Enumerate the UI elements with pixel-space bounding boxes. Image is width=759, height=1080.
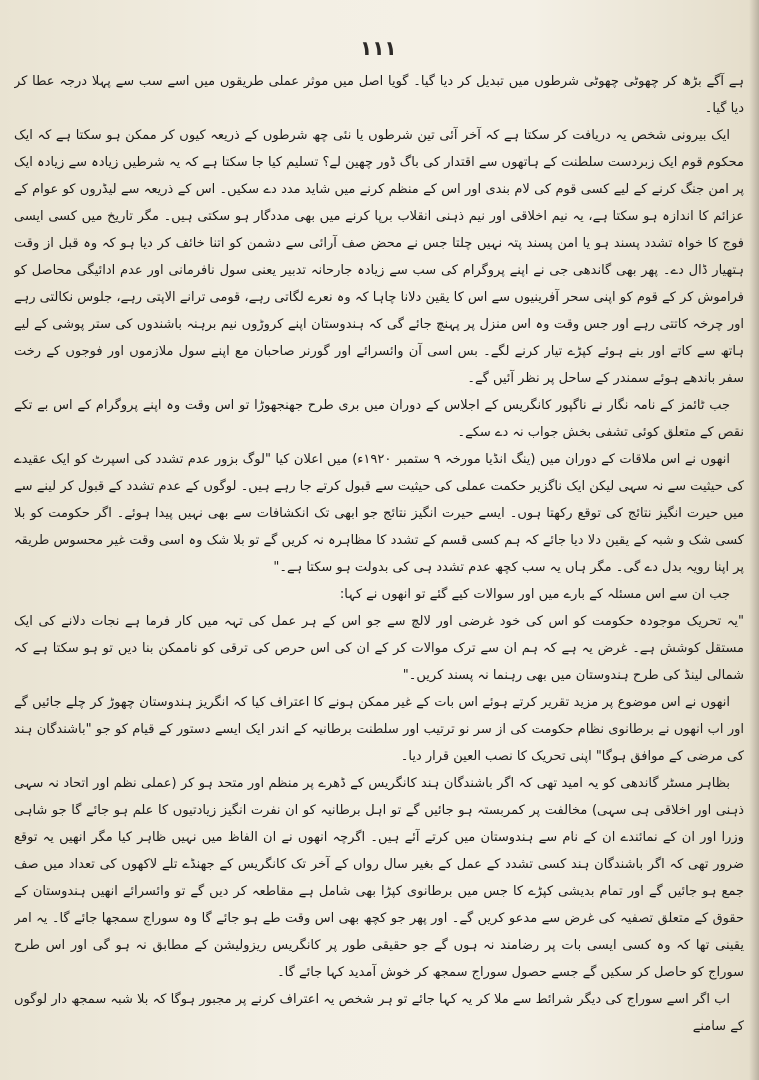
page-number: ۱۱۱ (360, 36, 397, 60)
paragraph-6-quote: "یہ تحریک موجودہ حکومت کو اس کی خود غرضی اور لالچ سے جو اس کے ہر عمل کی تہہ میں کار فرما ہے نجات دلانے کی ایک مستقل کوشش ہے۔ غرض یہ ہے کہ ہم ان سے ترک موالات کر کے ان کی اس حرص کی ترقی کو ناممکن بنا دیں تو ہو سکتا ہے کہ شمالی لینڈ کی طرح ہندوستان میں بھی رہنما نہ پسند کریں۔" (14, 614, 744, 683)
paragraph-2: ایک بیرونی شخص یہ دریافت کر سکتا ہے کہ آخر آئی تین شرطوں یا نئی چھ شرطوں کے ذریعہ کیوں کر ممکن ہو سکتا ہے کہ ایک محکوم قوم ایک زبردست سلطنت کے ہاتھوں سے اقتدار کی باگ ڈور چھین لے؟ تسلیم کیا جا سکتا ہے کہ یہ شرطیں زیادہ سے زیادہ ایک پر امن جنگ کرنے کے لیے کسی قوم کی لام بندی اور اس کے منظم کرنے میں شاید مدد دے سکیں۔ اس کے ذریعہ سے لیڈروں کو عوام کے عزائم کا اندازہ ہو سکتا ہے، یہ نیم اخلاقی اور نیم ذہنی انقلاب برپا کرنے میں بھی مددگار ہو سکتی ہیں۔ مگر تاریخ میں کسی ایسی فوج کا خواہ تشدد پسند ہو یا امن پسند پتہ نہیں چلتا جس نے محض صف آرائی سے دشمن کو اتنا خائف کر دیا ہو کہ وہ قبل از وقت ہتھیار ڈال دے۔ پھر بھی گاندھی جی نے اپنے پروگرام کی سب سے زیادہ جارحانہ تدبیر یعنی سول نافرمانی اور عدم ادائیگی محاصل کو فراموش کر کے قوم کو اپنی سحر آفرینیوں سے اس کا یقین دلانا چاہا کہ وہ نعرے لگاتی رہے، قومی ترانے الاپتی رہے، جلوس نکالتی رہے اور چرخہ کاتتی رہے اور جس وقت وہ اس منزل پر پہنچ جائے گی کہ ہندوستان اپنے کروڑوں نیم برہنہ باشندوں کی ستر پوشی کے لیے ہاتھ سے کاتے اور بنے ہوئے کپڑے تیار کرنے لگے۔ بس اسی آن وائسرائے اور گورنر صاحبان مع اپنے سول ملازموں اور فوجوں کے رخت سفر باندھے ہوئے سمندر کے ساحل پر نظر آئیں گے۔ (14, 128, 744, 386)
paragraph-5: جب ان سے اس مسئلہ کے بارے میں اور سوالات کیے گئے تو انھوں نے کہا: (339, 587, 730, 602)
body-text (14, 68, 744, 1068)
paragraph-8: بظاہر مسٹر گاندھی کو یہ امید تھی کہ اگر باشندگان ہند کانگریس کے ڈھرے پر منظم اور متحد ہو کر (عملی نظم اور اتحاد نہ سہی ذہنی اور اخلاقی ہی سہی) مخالفت پر کمربستہ ہو جائیں گے تو اہل برطانیہ کو ان نفرت انگیز زیادتیوں کا علم ہو جائے گا جو شاہی وزرا اور ان کے نمائندے ان کے نام سے ہندوستان میں کرتے آئے ہیں۔ اگرچہ انھوں نے ان الفاظ میں نہیں ظاہر کیا مگر انھیں یہ توقع ضرور تھی کہ اگر باشندگان ہند کسی تشدد کے عمل کے بغیر سال رواں کے آخر تک کانگریس کے جھنڈے تلے لاکھوں کی تعداد میں صف جمع ہو جائیں گے اور تمام بدیشی کپڑے کا جس میں برطانوی کپڑا بھی شامل ہے مقاطعہ کر دیں گے تو وائسرائے انھیں ہندوستان کے حقوق کے متعلق تصفیہ کی غرض سے مدعو کریں گے۔ اور پھر جو کچھ بھی اس وقت طے ہو جائے گا وہ سوراج سمجھا جائے گا۔ یہ امر یقینی تھا کہ وہ کسی ایسی بات پر رضامند نہ ہوں گے جو حقیقی طور پر کانگریس ریزولیشن کے مطابق نہ ہو گی اور اس طرح سوراج کو حاصل کر سکیں گے جسے حصول سوراج سمجھ کر خوش آمدید کہا جائے گا۔ (14, 776, 744, 980)
page-spine-shadow (749, 0, 759, 1080)
paragraph-1: ہے آگے بڑھ کر چھوٹی چھوٹی شرطوں میں تبدیل کر دیا گیا۔ گویا اصل میں موثر عملی طریقوں میں اسے سب سے پہلا درجہ عطا کر دیا گیا۔ (14, 74, 744, 116)
paragraph-9: اب اگر اسے سوراج کی دیگر شرائط سے ملا کر یہ کہا جائے تو ہر شخص یہ اعتراف کرنے پر مجبور ہوگا کہ بلا شبہ سمجھ دار لوگوں کے سامنے (14, 992, 744, 1034)
paragraph-3: جب ٹائمز کے نامہ نگار نے ناگپور کانگریس کے اجلاس کے دوران میں بری طرح جھنجھوڑا تو اس وقت وہ اپنے پروگرام کے اس بے تکے نقص کے متعلق کوئی تشفی بخش جواب نہ دے سکے۔ (14, 398, 744, 440)
paragraph-7: انھوں نے اس موضوع پر مزید تقریر کرتے ہوئے اس بات کے غیر ممکن ہونے کا اعتراف کیا کہ انگریز ہندوستان چھوڑ کر چلے جائیں گے اور اب انھوں نے برطانوی نظام حکومت کی از سر نو ترتیب اور سلطنت برطانیہ کے اندر ایک ایسے دستور کے قیام کو جو "باشندگان ہند کی مرضی کے موافق ہوگا" اپنی تحریک کا نصب العین قرار دیا۔ (14, 695, 744, 764)
paragraph-4: انھوں نے اس ملاقات کے دوران میں (ینگ انڈیا مورخہ ۹ ستمبر ۱۹۲۰ء) میں اعلان کیا "لوگ بزور عدم تشدد کی اسپرٹ کو ایک عقیدے کی حیثیت سے نہ سہی لیکن ایک ناگزیر حکمت عملی کی حیثیت سے قبول کرتے جا رہے ہیں۔ لوگوں کے عدم تشدد کے قبول کر لینے سے میں حیرت انگیز نتائج کی توقع رکھتا ہوں۔ ایسے حیرت انگیز نتائج جو ابھی تک انکشافات سے بھی نہیں پیدا ہوئے۔ اگر حکومت کو بلا کسی شک و شبہ کے یقین دلا دیا جائے کہ ہم کسی قسم کے تشدد کا مظاہرہ نہ کریں گے تو بلا شک وہ اسی وقت غیر محسوس طریقہ پر اپنا رویہ بدل دے گی۔ مگر ہاں یہ سب کچھ عدم تشدد ہی کی بدولت ہو سکتا ہے۔" (14, 452, 744, 575)
